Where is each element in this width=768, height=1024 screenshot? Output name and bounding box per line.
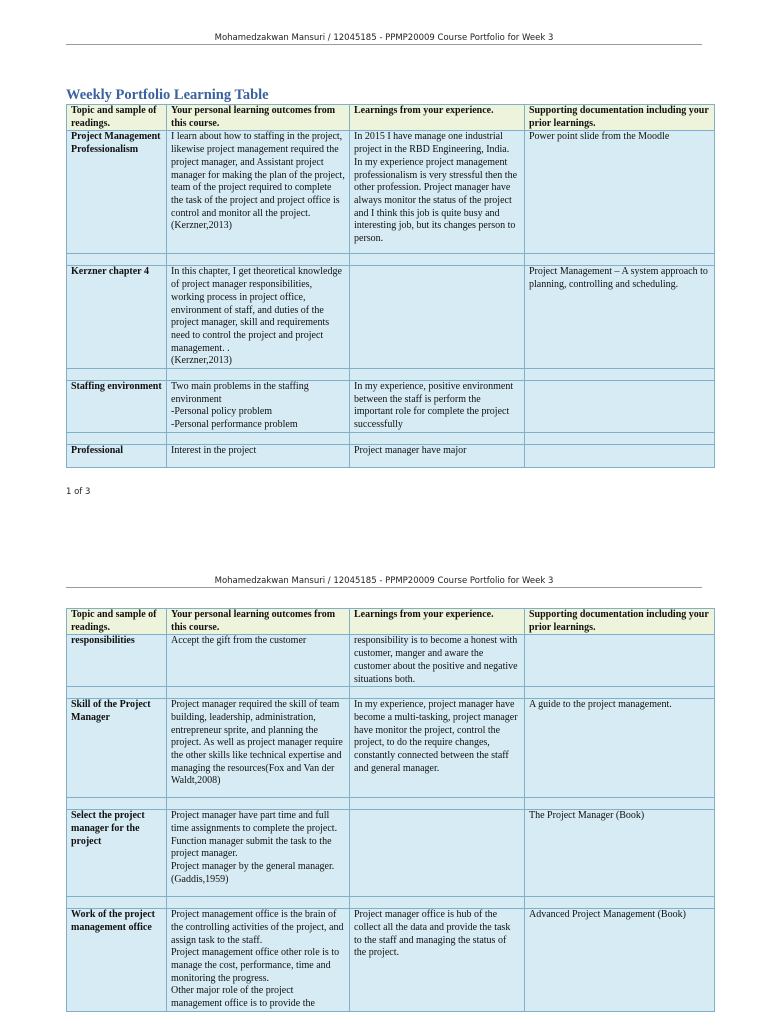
section-title: Weekly Portfolio Learning Table (66, 87, 269, 103)
spacer-row (67, 687, 715, 699)
portfolio-table-page-1 (66, 104, 715, 468)
documentation-cell: Advanced Project Management (Book) (525, 909, 715, 1012)
outcomes-cell: Project manager have part time and full time assignments to complete the project. Function manager submit the task to the project manager. Project manager by the general manager.(Gaddis,1959) (167, 810, 350, 897)
outcomes-cell: Project management office is the brain of the controlling activities of the project, and assign task to the staff. Project management office other role is to manage the cost, performance, time and monitoring the progress. Other major role of the project management office is to provide the (167, 909, 350, 1012)
table-row (67, 699, 715, 798)
column-header-outcomes: Your personal learning outcomes from this course. (167, 609, 350, 635)
topic-cell: Project Management Professionalism (67, 131, 167, 254)
column-header-experience: Learnings from your experience. (350, 105, 525, 131)
topic-cell: Professional (67, 444, 167, 467)
experience-cell (350, 810, 525, 897)
page-header: Mohamedzakwan Mansuri / 12045185 - PPMP20009 Course Portfolio for Week 3 (214, 33, 554, 43)
experience-cell (350, 266, 525, 369)
topic-cell: Select the project manager for the project (67, 810, 167, 897)
experience-cell: Project manager office is hub of the collect all the data and provide the task to the staff and managing the status of the project. (350, 909, 525, 1012)
column-header-topic: Topic and sample of readings. (67, 609, 167, 635)
table-header-row (67, 609, 715, 635)
topic-cell: responsibilities (67, 635, 167, 687)
documentation-cell (525, 381, 715, 433)
experience-cell: In 2015 I have manage one industrial project in the RBD Engineering, India. In my experience project management professionalism is very stressful then the other profession. Project manager have always monitor the status of the project and I think this job is quite busy and interesting job, but its changes person to person. (350, 131, 525, 254)
portfolio-table-page-2 (66, 608, 715, 1012)
table-row (67, 635, 715, 687)
table-row (67, 909, 715, 1012)
column-header-experience: Learnings from your experience. (350, 609, 525, 635)
page-number: 1 of 3 (66, 487, 91, 497)
column-header-documentation: Supporting documentation including your prior learnings. (525, 105, 715, 131)
topic-cell: Staffing environment (67, 381, 167, 433)
outcomes-cell: Project manager required the skill of team building, leadership, administration, entrepreneur sprite, and planning the project. As well as project manager require the other skills like technical expertise and managing the resources(Fox and Van der Waldt,2008) (167, 699, 350, 798)
spacer-row (67, 254, 715, 266)
outcomes-cell: I learn about how to staffing in the project, likewise project management required the project manager, and Assistant project manager for making the plan of the project, team of the project required to complete the task of the project and project office is control and monitor all the project. (Kerzner,2013) (167, 131, 350, 254)
column-header-topic: Topic and sample of readings. (67, 105, 167, 131)
column-header-outcomes: Your personal learning outcomes from this course. (167, 105, 350, 131)
spacer-row (67, 897, 715, 909)
experience-cell: Project manager have major (350, 444, 525, 467)
documentation-cell: Project Management – A system approach to planning, controlling and scheduling. (525, 266, 715, 369)
documentation-cell: A guide to the project management. (525, 699, 715, 798)
outcomes-cell: Interest in the project (167, 444, 350, 467)
experience-cell: In my experience, project manager have become a multi-tasking, project manager have monitor the project, control the project, to do the require changes, constantly connected between the staff and general manager. (350, 699, 525, 798)
documentation-cell (525, 635, 715, 687)
topic-cell: Skill of the Project Manager (67, 699, 167, 798)
table-row (67, 131, 715, 254)
spacer-row (67, 369, 715, 381)
topic-cell: Work of the project management office (67, 909, 167, 1012)
table-row (67, 381, 715, 433)
header-divider (66, 44, 702, 45)
spacer-row (67, 798, 715, 810)
outcomes-cell: Accept the gift from the customer (167, 635, 350, 687)
table-header-row (67, 105, 715, 131)
outcomes-cell: Two main problems in the staffing environment -Personal policy problem -Personal performance problem (167, 381, 350, 433)
documentation-cell: The Project Manager (Book) (525, 810, 715, 897)
outcomes-cell: In this chapter, I get theoretical knowledge of project manager responsibilities, working process in project office, environment of staff, and duties of the project manager, skill and requirements need to control the project and project management. . (Kerzner,2013) (167, 266, 350, 369)
documentation-cell (525, 444, 715, 467)
spacer-row (67, 432, 715, 444)
documentation-cell: Power point slide from the Moodle (525, 131, 715, 254)
page-header: Mohamedzakwan Mansuri / 12045185 - PPMP20009 Course Portfolio for Week 3 (214, 576, 554, 586)
table-row (67, 444, 715, 467)
column-header-documentation: Supporting documentation including your prior learnings. (525, 609, 715, 635)
topic-cell: Kerzner chapter 4 (67, 266, 167, 369)
experience-cell: responsibility is to become a honest with customer, manger and aware the customer about the positive and negative situations both. (350, 635, 525, 687)
header-divider (66, 587, 702, 588)
table-row (67, 266, 715, 369)
experience-cell: In my experience, positive environment between the staff is perform the important role for complete the project successfully (350, 381, 525, 433)
table-row (67, 810, 715, 897)
